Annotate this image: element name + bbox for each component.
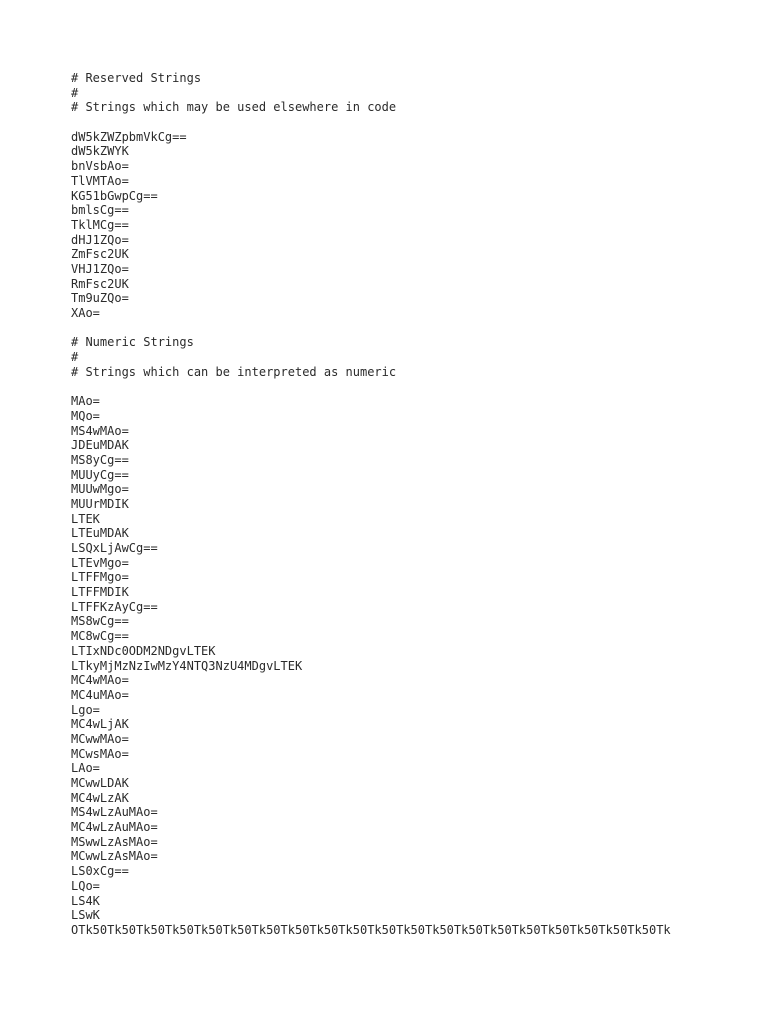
text-line (71, 321, 671, 336)
text-line: MC4uMAo= (71, 687, 129, 702)
text-line: MSwwLzAsMAo= (71, 834, 158, 849)
text-line: dW5kZWYK (71, 144, 129, 159)
text-line: # (71, 350, 79, 365)
text-line: # Numeric Strings (71, 335, 194, 350)
text-line: LS4K (71, 893, 100, 908)
text-line: dW5kZWZpbmVkCg== (71, 129, 187, 144)
text-line (71, 379, 671, 394)
text-line: Lgo= (71, 702, 100, 717)
text-line: LAo= (71, 761, 100, 776)
text-line: # Reserved Strings (71, 71, 202, 85)
text-line: Tm9uZQo= (71, 291, 129, 306)
text-line: MCwwLDAK (71, 776, 129, 790)
text-line: LSwK (71, 908, 100, 923)
text-line: LTEvMgo= (71, 555, 129, 570)
text-line: MC4wLzAK (71, 790, 129, 805)
text-line: JDEuMDAK (71, 438, 129, 453)
text-line: MUUyCg== (71, 467, 129, 482)
text-content (71, 71, 671, 938)
text-line: KG51bGwpCg== (71, 188, 158, 203)
text-line: MQo= (71, 408, 100, 423)
text-line: LTFFKzAyCg== (71, 599, 158, 614)
text-line: LTFFMgo= (71, 570, 129, 585)
text-line: LTIxNDc0ODM2NDgvLTEK (71, 643, 216, 658)
text-line: # Strings which may be used elsewhere in code (71, 100, 397, 115)
text-line: ZmFsc2UK (71, 247, 129, 262)
text-line: LQo= (71, 878, 100, 893)
text-line (71, 115, 671, 130)
text-line: MC4wLzAuMAo= (71, 820, 158, 835)
text-line: MAo= (71, 394, 100, 409)
text-line: MCwwMAo= (71, 731, 129, 746)
text-line: MS4wLzAuMAo= (71, 805, 158, 820)
text-line: LSQxLjAwCg== (71, 541, 158, 555)
text-line: RmFsc2UK (71, 276, 129, 291)
text-line: dHJ1ZQo= (71, 232, 129, 247)
text-line: MS8yCg== (71, 452, 129, 467)
text-line: LTFFMDIK (71, 585, 129, 600)
text-line: LTkyMjMzNzIwMzY4NTQ3NzU4MDgvLTEK (71, 658, 303, 673)
text-line: MS4wMAo= (71, 423, 129, 438)
text-line: LTEuMDAK (71, 526, 129, 541)
text-line: TlVMTAo= (71, 173, 129, 188)
text-line: MC4wMAo= (71, 673, 129, 688)
text-line: # (71, 85, 79, 100)
text-line: MC4wLjAK (71, 717, 129, 732)
text-line: XAo= (71, 306, 100, 320)
text-line: bnVsbAo= (71, 159, 129, 174)
text-line: LTEK (71, 511, 100, 526)
text-line: MCwsMAo= (71, 746, 129, 761)
text-line: MC8wCg== (71, 629, 129, 644)
text-line: MUUrMDIK (71, 496, 129, 511)
text-line: MUUwMgo= (71, 482, 129, 497)
text-line: # Strings which can be interpreted as numeric (71, 364, 397, 379)
text-line: LS0xCg== (71, 864, 129, 879)
text-line: TklMCg== (71, 217, 129, 232)
text-line: bmlsCg== (71, 203, 129, 218)
text-line: VHJ1ZQo= (71, 261, 129, 276)
text-line: MS8wCg== (71, 614, 129, 629)
text-line: OTk50Tk50Tk50Tk50Tk50Tk50Tk50Tk50Tk50Tk50Tk50Tk50Tk50Tk50Tk50Tk50Tk50Tk50Tk50Tk50Tk (71, 922, 671, 937)
text-line: MCwwLzAsMAo= (71, 849, 158, 864)
